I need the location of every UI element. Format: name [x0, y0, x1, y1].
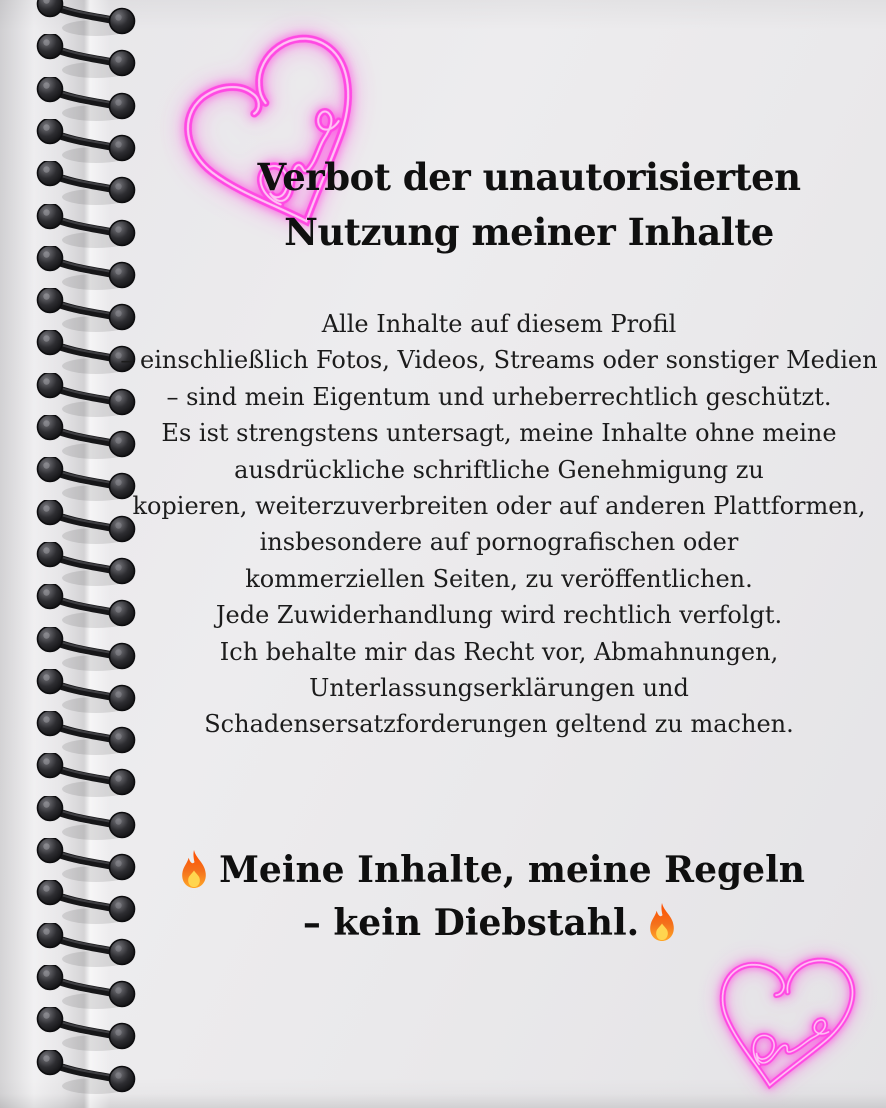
body-line: kopieren, weiterzuverbreiten oder auf anderen Plattformen,	[132, 492, 866, 521]
footer-line-2-text: – kein Diebstahl.	[302, 902, 640, 944]
body-line: Schadensersatzforderungen geltend zu machen.	[204, 710, 794, 739]
body-line: – sind mein Eigentum und urheberrechtlich geschützt.	[166, 382, 832, 411]
fire-emoji	[177, 849, 211, 889]
body-line: Es ist strengstens untersagt, meine Inhalte ohne meine	[161, 419, 837, 448]
fire-emoji	[645, 902, 679, 942]
body-line: Ich behalte mir das Recht vor, Abmahnungen,	[219, 637, 779, 666]
footer-line-2	[96, 897, 886, 950]
body-line: Jede Zuwiderhandlung wird rechtlich verfolgt.	[215, 601, 783, 630]
footer-line-1	[96, 844, 886, 897]
title-line-2: Nutzung meiner Inhalte	[284, 210, 774, 254]
body-line: insbesondere auf pornografischen oder	[259, 528, 739, 557]
spiral-binding-link	[30, 1050, 142, 1100]
title-line-1: Verbot der unautorisierten	[257, 155, 801, 199]
body-line: – einschließlich Fotos, Videos, Streams oder sonstiger Medien	[120, 346, 878, 375]
body-line: Unterlassungserklärungen und	[309, 674, 689, 703]
page-title	[0, 150, 886, 260]
body-line: ausdrückliche schriftliche Genehmigung zu	[234, 455, 764, 484]
neon-love-heart-bottom	[686, 924, 882, 1102]
neon-love-heart-icon	[686, 924, 882, 1102]
body-line: kommerziellen Seiten, zu veröffentlichen.	[245, 564, 753, 593]
footer-statement	[96, 844, 886, 950]
notice-body	[116, 306, 882, 743]
body-line: Alle Inhalte auf diesem Profil	[321, 310, 677, 338]
footer-line-1-text: Meine Inhalte, meine Regeln	[219, 849, 805, 891]
